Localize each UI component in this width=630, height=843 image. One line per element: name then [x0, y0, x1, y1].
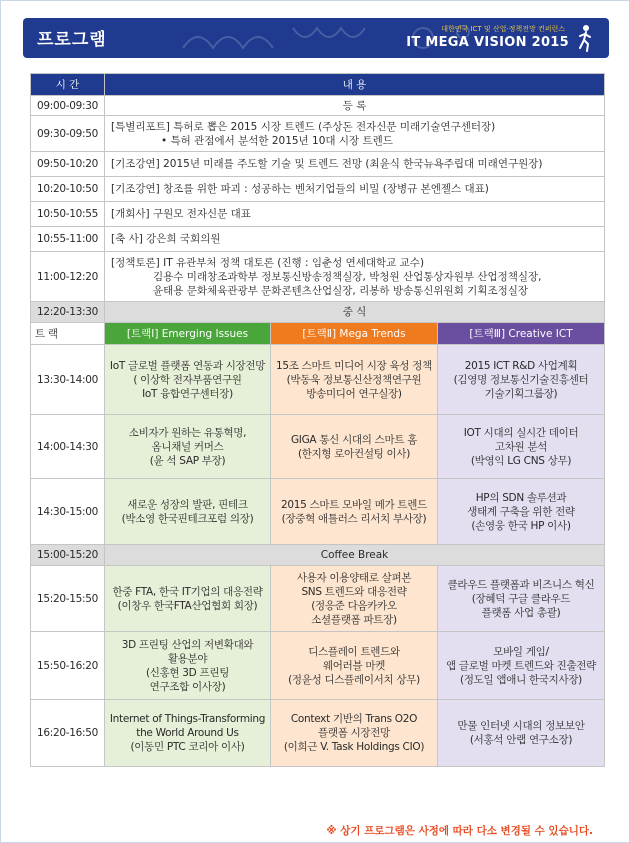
session-line: 사용자 이용양태로 살펴본: [296, 571, 412, 584]
content-line: • 특허 관점에서 분석한 2015년 10대 시장 트렌드: [161, 134, 393, 147]
session-line: (박영익 LG CNS 상무): [470, 454, 572, 467]
session-line: (이창우 한국FTA산업협회 회장): [117, 599, 258, 612]
session-line: (한지형 로아컨설팅 이사): [297, 447, 411, 460]
session-line: 기술기획그룹장): [484, 387, 558, 400]
session-line: IoT 글로벌 플랫폼 연동과 시장전망: [109, 359, 266, 372]
time-cell: 15:00-15:20: [31, 545, 105, 566]
time-cell: 14:00-14:30: [31, 415, 105, 479]
page-title: 프로그램: [37, 30, 107, 50]
table-row: [31, 202, 605, 227]
content-cell: [105, 227, 605, 252]
session-line: 연구조합 이사장): [149, 680, 226, 693]
session-line: (김영명 정보통신기술진흥센터: [453, 373, 589, 386]
time-cell: 15:20-15:50: [31, 566, 105, 632]
session-cell: [438, 345, 605, 415]
content-line: 등 록: [342, 99, 367, 112]
session-cell: [271, 566, 438, 632]
table-row: [31, 227, 605, 252]
table-header-row: [31, 74, 605, 96]
session-line: 옴니채널 커머스: [151, 440, 224, 453]
session-line: 생태계 구축을 위한 전략: [467, 505, 575, 518]
session-cell: [438, 700, 605, 767]
col-header-content: 내 용: [105, 74, 605, 96]
content-cell: [105, 152, 605, 177]
track-header-3: [트랙Ⅲ] Creative ICT: [438, 323, 605, 345]
session-line: 한중 FTA, 한국 IT기업의 대응전략: [112, 585, 263, 598]
content-cell: [105, 96, 605, 116]
table-row: [31, 116, 605, 152]
content-line: 김용수 미래창조과학부 정보통신방송정책실장, 박청원 산업통상자원부 산업정책실장,: [153, 270, 542, 283]
session-line: (정윤성 디스플레이서치 상무): [288, 673, 420, 686]
session-line: (서홍석 안랩 연구소장): [469, 734, 573, 746]
session-line: 활용분야: [167, 652, 208, 665]
table-row: [31, 252, 605, 302]
session-line: (장중혁 애틀러스 리서치 부사장): [281, 512, 427, 525]
table-row: [31, 96, 605, 116]
content-cell: [105, 116, 605, 152]
track-label: 트 랙: [31, 323, 105, 345]
session-cell: [271, 479, 438, 545]
session-cell: [271, 700, 438, 767]
track-header-2: [트랙Ⅱ] Mega Trends: [271, 323, 438, 345]
session-line: 모바일 게임/: [493, 645, 549, 658]
table-row: [31, 152, 605, 177]
session-line: 새로운 성장의 발판, 핀테크: [127, 498, 248, 511]
session-row: [31, 415, 605, 479]
session-line: Context 기반의 Trans O2O: [290, 713, 418, 725]
session-row: [31, 700, 605, 767]
time-cell: 16:20-16:50: [31, 700, 105, 767]
session-row: [31, 345, 605, 415]
session-line: 소비자가 원하는 유통혁명,: [128, 426, 247, 439]
session-line: 만물 인터넷 시대의 정보보안: [457, 720, 585, 732]
change-notice: ※ 상기 프로그램은 사정에 따라 다소 변경될 수 있습니다.: [326, 825, 593, 837]
track-header-row: [31, 323, 605, 345]
content-line: [개회사] 구원모 전자신문 대표: [111, 208, 251, 220]
content-line: [기조강연] 2015년 미래를 주도할 기술 및 트렌드 전망 (최윤식 한국뉴욕주립대 미래연구원장): [111, 158, 543, 170]
program-schedule-table: [30, 73, 605, 767]
runner-logo-icon: [575, 24, 595, 52]
session-line: (신홍현 3D 프린팅: [145, 666, 230, 679]
session-cell: [105, 345, 271, 415]
session-line: 디스플레이 트렌드와: [308, 645, 400, 658]
content-cell: [105, 177, 605, 202]
content-line: [기조강연] 창조를 위한 파괴 : 성공하는 벤처기업들의 비밀 (장병규 본엔젤스 대표): [111, 183, 489, 195]
content-cell: [105, 202, 605, 227]
session-line: IoT 융합연구센터장): [142, 387, 233, 400]
session-cell: [271, 345, 438, 415]
header-banner: [23, 18, 609, 58]
content-line: 중 식: [342, 306, 367, 318]
session-line: (장혜덕 구글 클라우드: [471, 592, 571, 605]
time-cell: 11:00-12:20: [31, 252, 105, 302]
table-row: [31, 177, 605, 202]
session-line: 3D 프린팅 산업의 저변확대와: [121, 638, 254, 651]
session-cell: [438, 632, 605, 700]
time-cell: 14:30-15:00: [31, 479, 105, 545]
session-line: 15조 스마트 미디어 시장 육성 정책: [276, 359, 432, 372]
content-line: [축 사] 강은희 국회의원: [111, 233, 221, 245]
session-cell: [105, 700, 271, 767]
time-cell: 10:55-11:00: [31, 227, 105, 252]
time-cell: 09:50-10:20: [31, 152, 105, 177]
session-line: Internet of Things-Transforming: [109, 713, 266, 725]
session-line: HP의 SDN 솔루션과: [475, 491, 567, 504]
col-header-time: 시 간: [31, 74, 105, 96]
session-cell: [105, 632, 271, 700]
session-cell: [438, 479, 605, 545]
session-line: 플랫폼 사업 총괄): [481, 606, 561, 619]
session-line: 고차원 분석: [494, 440, 548, 453]
session-line: SNS 트렌드와 대응전략: [301, 585, 407, 598]
session-line: 웨어러블 마켓: [322, 659, 386, 672]
session-line: 2015 스마트 모바일 메가 트렌드: [281, 498, 427, 511]
content-line: 윤태용 문화체육관광부 문화콘텐츠산업실장, 리봉하 방송통신위원회 기획조정실장: [153, 284, 529, 297]
session-row: [31, 632, 605, 700]
session-cell: [438, 566, 605, 632]
session-cell: [438, 415, 605, 479]
session-line: 방송미디어 연구실장): [306, 387, 402, 400]
time-cell: 10:20-10:50: [31, 177, 105, 202]
session-line: (이동민 PTC 코리아 이사): [130, 741, 245, 753]
session-row: [31, 566, 605, 632]
session-line: IOT 시대의 실시간 데이터: [463, 426, 579, 439]
session-line: 클라우드 플랫폼과 비즈니스 혁신: [447, 578, 595, 591]
time-cell: 09:30-09:50: [31, 116, 105, 152]
time-cell: 13:30-14:00: [31, 345, 105, 415]
conference-subtitle: 대한민국 ICT 및 산업·정책전망 컨퍼런스: [441, 25, 565, 33]
table-row: [31, 302, 605, 323]
session-line: (박동욱 정보통신산정책연구원: [286, 373, 422, 386]
session-cell: [105, 479, 271, 545]
session-row: [31, 479, 605, 545]
session-line: the World Around Us: [136, 727, 239, 739]
session-line: (윤 석 SAP 부장): [149, 454, 226, 467]
track-header-1: [트랙Ⅰ] Emerging Issues: [105, 323, 271, 345]
session-line: 소셜플랫폼 파트장): [311, 613, 397, 626]
session-line: 2015 ICT R&D 사업계획: [464, 359, 578, 372]
coffee-break-row: [31, 545, 605, 566]
content-line: [특별리포트] 특허로 뽑은 2015 시장 트렌드 (주상돈 전자신문 미래기술연구센터장): [111, 120, 496, 133]
time-cell: 10:50-10:55: [31, 202, 105, 227]
time-cell: 12:20-13:30: [31, 302, 105, 323]
session-line: (박소영 한국핀테크포럼 의장): [121, 512, 254, 525]
session-line: (정도일 앱애니 한국지사장): [460, 673, 582, 686]
session-cell: [105, 415, 271, 479]
session-line: GIGA 통신 시대의 스마트 홈: [290, 433, 418, 446]
session-line: (손영웅 한국 HP 이사): [471, 519, 571, 532]
content-line: [정책토론] IT 유관부처 정책 대토론 (진행 : 임춘성 연세대학교 교수): [111, 256, 425, 269]
conference-brand: IT MEGA VISION 2015: [406, 35, 569, 50]
time-cell: 09:00-09:30: [31, 96, 105, 116]
session-line: (정응준 다음카카오: [311, 599, 397, 612]
session-line: ( 이상학 전자부품연구원: [133, 373, 242, 386]
session-line: (이희근 V. Task Holdings CIO): [283, 741, 425, 753]
content-cell: [105, 252, 605, 302]
session-cell: [271, 415, 438, 479]
session-line: 플랫폼 시장전망: [318, 727, 390, 739]
coffee-break-label: Coffee Break: [105, 545, 605, 566]
session-cell: [105, 566, 271, 632]
time-cell: 15:50-16:20: [31, 632, 105, 700]
session-cell: [271, 632, 438, 700]
content-cell: [105, 302, 605, 323]
session-line: 앱 글로벌 마켓 트렌드와 진출전략: [446, 659, 596, 672]
